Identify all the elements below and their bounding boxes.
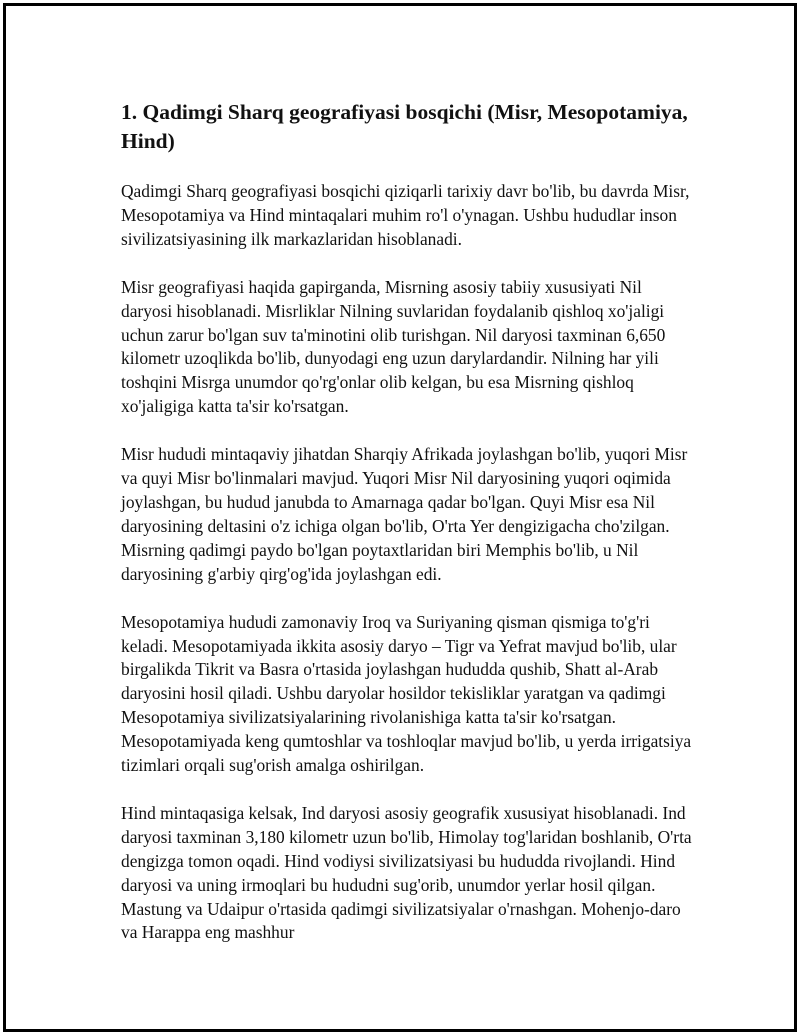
document-body <box>121 98 696 969</box>
paragraph-mesopotamia: Mesopotamiya hududi zamonaviy Iroq va Suriyaning qisman qismiga to'g'ri keladi. Mesopotamiyada ikkita asosiy daryo – Tigr va Yefrat mavjud bo'lib, ular birgalikda Tikrit va Basra o'rtasida joylashgan hududda qushib, Shatt al-Arab daryosini hosil qiladi. Ushbu daryolar hosildor tekisliklar yaratgan va qadimgi Mesopotamiya sivilizatsiyalarining rivolanishiga katta ta'sir ko'rsatgan. Mesopotamiyada keng qumtoshlar va toshloqlar mavjud bo'lib, u yerda irrigatsiya tizimlari orqali sug'orish amalga oshirilgan. <box>121 611 692 776</box>
page-frame <box>3 3 797 1032</box>
paragraph-egypt-regions: Misr hududi mintaqaviy jihatdan Sharqiy Afrikada joylashgan bo'lib, yuqori Misr va quyi Misr bo'linmalari mavjud. Yuqori Misr Nil daryosining yuqori oqimida joylashgan, bu hudud janubda to Amarnaga qadar bo'lgan. Quyi Misr esa Nil daryosining deltasini o'z ichiga olgan bo'lib, O'rta Yer dengizigacha cho'zilgan. Misrning qadimgi paydo bo'lgan poytaxtlaridan biri Memphis bo'lib, u Nil daryosining g'arbiy qirg'og'ida joylashgan edi. <box>121 444 688 584</box>
section-heading: 1. Qadimgi Sharq geografiyasi bosqichi (Misr, Mesopotamiya, Hind) <box>121 100 688 153</box>
paragraph-intro: Qadimgi Sharq geografiyasi bosqichi qiziqarli tarixiy davr bo'lib, bu davrda Misr, Mesopotamiya va Hind mintaqalari muhim ro'l o'ynagan. Ushbu hududlar inson sivilizatsiyasining ilk markazlaridan hisoblanadi. <box>121 181 690 249</box>
paragraph-india-indus: Hind mintaqasiga kelsak, Ind daryosi asosiy geografik xususiyat hisoblanadi. Ind daryosi taxminan 3,180 kilometr uzun bo'lib, Himolay tog'laridan boshlanib, O'rta dengizga tomon oqadi. Hind vodiysi sivilizatsiyasi bu hududda rivojlandi. Hind daryosi va uning irmoqlari bu hududni sug'orib, unumdor yerlar hosil qilgan. Mastung va Udaipur o'rtasida qadimgi sivilizatsiyalar o'rnashgan. Mohenjo-daro va Harappa eng mashhur <box>121 802 692 943</box>
paragraph-egypt-nile: Misr geografiyasi haqida gapirganda, Misrning asosiy tabiiy xususiyati Nil daryosi hisoblanadi. Misrliklar Nilning suvlaridan foydalanib qishloq xo'jaligi uchun zarur bo'lgan suv ta'minotini olib turishgan. Nil daryosi taxminan 6,650 kilometr uzoqlikda bo'lib, dunyodagi eng uzun darylardandir. Nilning har yili toshqini Misrga unumdor qo'rg'onlar olib kelgan, bu esa Misrning qishloq xo'jaligiga katta ta'sir ko'rsatgan. <box>121 276 666 417</box>
